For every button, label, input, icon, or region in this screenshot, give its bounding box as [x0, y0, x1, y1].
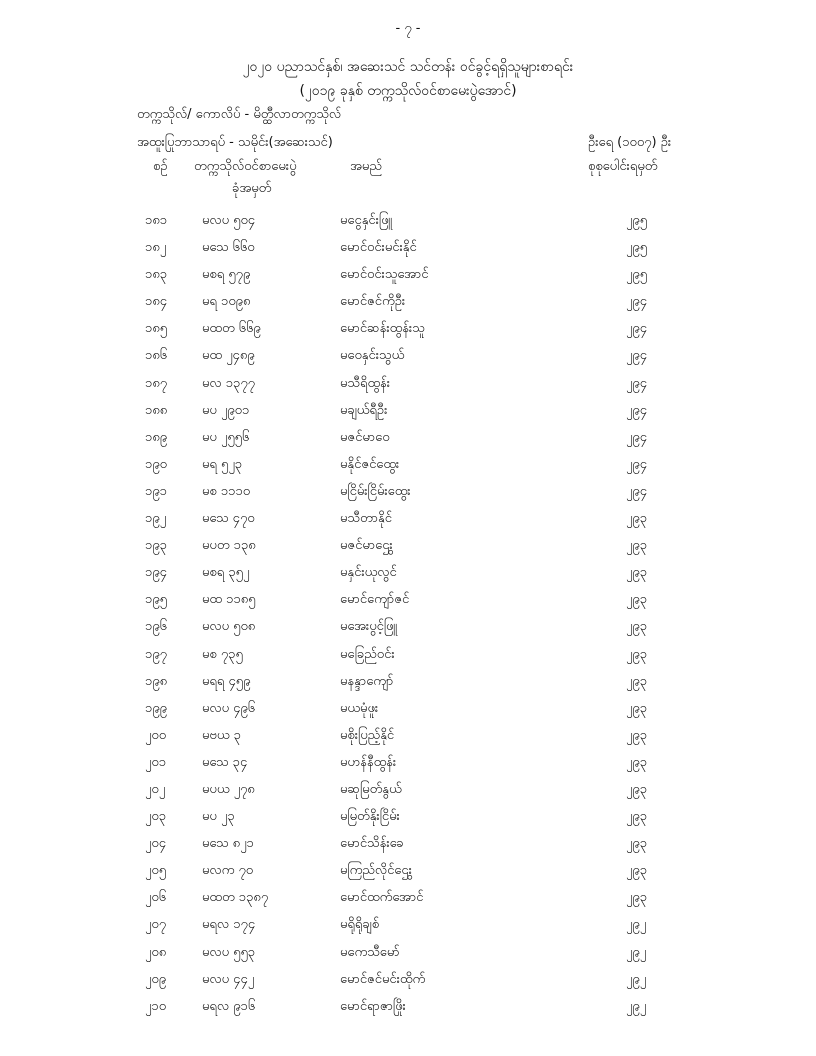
row-serial: ၂၀၄	[145, 836, 167, 852]
row-name: မောင်ထက်အောင်	[340, 890, 424, 906]
table-row	[0, 833, 816, 860]
row-total-marks: ၂၉၃	[626, 890, 648, 906]
header-roll-number-line2: ခုံအမှတ်	[232, 181, 272, 196]
row-roll-number: မပတ ၁၃၈	[202, 538, 256, 554]
row-name: မရိုရိုချစ်	[340, 917, 380, 933]
row-name: မခြေည်ဝင်း	[340, 646, 395, 662]
row-serial: ၁၉၈	[145, 673, 168, 689]
row-total-marks: ၂၉၂	[626, 944, 647, 960]
row-serial: ၁၈၂	[145, 240, 167, 256]
row-roll-number: မထ ၁၁၈၅	[202, 592, 256, 608]
row-name: မဇင်မာဝေ	[340, 429, 390, 445]
row-total-marks: ၂၉၃	[626, 836, 648, 852]
row-total-marks: ၂၉၃	[626, 700, 648, 716]
table-row	[0, 427, 816, 454]
row-name: မနှင်းယုလွင်	[340, 565, 397, 581]
row-name: မချယ်ရီဦး	[340, 402, 388, 418]
row-roll-number: မဗယ ၃	[202, 727, 241, 743]
table-row	[0, 562, 816, 589]
row-total-marks: ၂၉၄	[626, 294, 648, 310]
table-row	[0, 779, 816, 806]
table-row	[0, 698, 816, 725]
row-name: မနန္ဒာကျော်	[340, 673, 394, 689]
row-total-marks: ၂၉၅	[626, 267, 648, 283]
row-serial: ၂၀၃	[145, 809, 167, 825]
row-total-marks: ၂၉၄	[626, 402, 648, 418]
row-roll-number: မပယ ၂၇၈	[202, 781, 255, 797]
row-roll-number: မရလ ၉၁၆	[202, 998, 256, 1014]
row-serial: ၁၈၈	[145, 402, 168, 418]
row-total-marks: ၂၉၃	[626, 592, 648, 608]
row-serial: ၂၀၆	[145, 890, 167, 906]
row-serial: ၁၉၂	[145, 511, 167, 527]
row-total-marks: ၂၉၂	[626, 917, 647, 933]
row-total-marks: ၂၉၂	[626, 998, 647, 1014]
row-name: မဆုမြတ်နွယ်	[340, 781, 402, 797]
table-row	[0, 942, 816, 969]
table-row	[0, 887, 816, 914]
row-total-marks: ၂၉၄	[626, 321, 648, 337]
row-serial: ၁၉၉	[145, 700, 167, 716]
table-row	[0, 318, 816, 345]
course-line: အထူးပြုဘာသာရပ် - သမိုင်း(အဆေးသင်)	[137, 135, 333, 150]
row-serial: ၂၀၉	[145, 971, 167, 987]
page-title: ၂၀၂၀ ပညာသင်နှစ်၊ အဆေးသင် သင်တန်း ဝင်ခွင့်ရရှိသူများစာရင်း	[242, 59, 574, 75]
row-roll-number: မသေ ၈၂၁	[202, 836, 254, 852]
table-row	[0, 616, 816, 643]
row-total-marks: ၂၉၄	[626, 348, 648, 364]
row-name: မငြိမ်းငြိမ်းထွေး	[340, 483, 411, 499]
table-row	[0, 481, 816, 508]
row-roll-number: မပ ၂၅၅၆	[202, 429, 250, 445]
table-row	[0, 237, 816, 264]
row-roll-number: မပ ၂၉၀၁	[202, 402, 250, 418]
row-serial: ၂၀၀	[145, 727, 167, 743]
table-row	[0, 860, 816, 887]
row-serial: ၂၀၂	[145, 781, 166, 797]
table-row	[0, 996, 816, 1023]
row-total-marks: ၂၉၂	[626, 971, 647, 987]
row-name: မောင်သိန်းခေ	[340, 836, 404, 852]
row-name: မမြတ်နိုးငြိမ်း	[340, 809, 400, 825]
row-serial: ၂၁၀	[145, 998, 167, 1014]
row-roll-number: မရ ၅၂၃	[202, 456, 243, 472]
row-total-marks: ၂၉၃	[626, 511, 648, 527]
row-roll-number: မစ ၇၃၅	[202, 646, 243, 662]
row-roll-number: မလပ ၄၉၆	[202, 700, 256, 716]
row-total-marks: ၂၉၃	[626, 781, 648, 797]
row-name: မဝေနှင်းသွယ်	[340, 348, 405, 364]
row-total-marks: ၂၉၃	[626, 809, 648, 825]
table-row	[0, 644, 816, 671]
header-serial: စဉ်	[153, 159, 168, 174]
row-total-marks: ၂၉၃	[626, 863, 648, 879]
row-roll-number: မလပ ၅၀၄	[202, 213, 256, 228]
row-total-marks: ၂၉၃	[626, 754, 648, 770]
university-line: တက္ကသိုလ်/ ကောလိပ် - မိတ္ထီလာတက္ကသိုလ်	[137, 107, 342, 122]
row-serial: ၁၈၃	[145, 267, 168, 283]
row-total-marks: ၂၉၃	[626, 538, 648, 554]
row-name: မယမုံဖူး	[340, 700, 379, 716]
row-roll-number: မသေ ၆၆၀	[202, 240, 255, 256]
row-serial: ၂၀၇	[145, 917, 167, 933]
row-name: မဟန်နီထွန်း	[340, 754, 397, 770]
row-serial: ၁၉၃	[145, 538, 167, 554]
student-count: ဦးရေ (၁၀၀၇) ဦး	[588, 135, 672, 150]
row-roll-number: မရ ၁၀၉၈	[202, 294, 251, 310]
table-row	[0, 345, 816, 372]
table-row	[0, 454, 816, 481]
row-name: မနိုင်ဇင်ထွေး	[340, 456, 400, 472]
row-total-marks: ၂၉၄	[626, 483, 648, 499]
row-total-marks: ၂၉၃	[626, 646, 648, 662]
row-total-marks: ၂၉၄	[626, 456, 648, 472]
row-total-marks: ၂၉၅	[626, 240, 648, 256]
table-row	[0, 969, 816, 996]
table-row	[0, 264, 816, 291]
row-name: မောင်ဆန်းထွန်းသူ	[340, 321, 425, 337]
row-roll-number: မထ ၂၄၈၉	[202, 348, 255, 364]
row-roll-number: မလပ ၅၀၈	[202, 619, 256, 635]
page-number: - ၇ -	[395, 21, 421, 36]
table-row	[0, 508, 816, 535]
row-serial: ၁၉၁	[145, 483, 167, 499]
row-name: မဇင်မာဌွေး	[340, 538, 393, 554]
row-serial: ၁၉၅	[145, 592, 167, 608]
page-subtitle: (၂၀၁၉ ခုနှစ် တက္ကသိုလ်ဝင်စာမေးပွဲအောင်)	[299, 83, 517, 99]
row-serial: ၁၉၆	[145, 619, 167, 635]
header-roll-number: တက္ကသိုလ်ဝင်စာမေးပွဲ	[194, 159, 297, 174]
row-roll-number: မစ ၁၁၁၀	[202, 483, 251, 499]
table-row	[0, 535, 816, 562]
row-name: မောင်ရာဇာဖြိုး	[340, 998, 406, 1014]
table-row	[0, 671, 816, 698]
table-row	[0, 373, 816, 400]
row-name: မောင်ဝင်းသူအောင်	[340, 267, 429, 283]
row-total-marks: ၂၉၃	[626, 673, 648, 689]
row-name: မကေသီမော်	[340, 944, 400, 960]
header-total-marks: စုစုပေါင်းရမှတ်	[588, 159, 658, 174]
row-serial: ၁၈၅	[145, 321, 168, 337]
table-row	[0, 400, 816, 427]
row-serial: ၁၉၄	[145, 565, 167, 581]
row-roll-number: မလပ ၅၅၃	[202, 944, 256, 960]
row-roll-number: မရလ ၁၇၄	[202, 917, 256, 933]
row-roll-number: မစရ ၅၇၉	[202, 267, 251, 283]
row-name: မသီတာနိုင်	[340, 511, 392, 527]
table-row	[0, 291, 816, 318]
row-roll-number: မပ ၂၃	[202, 809, 235, 825]
table-row	[0, 210, 816, 237]
row-serial: ၁၉၇	[145, 646, 167, 662]
row-total-marks: ၂၉၃	[626, 619, 648, 635]
row-name: မကြည်လိုင်ဌွေး	[340, 863, 412, 879]
row-roll-number: မလ ၁၃၇၇	[202, 375, 255, 391]
row-total-marks: ၂၉၄	[626, 375, 648, 391]
row-total-marks: ၂၉၃	[626, 727, 648, 743]
table-row	[0, 806, 816, 833]
row-name: မောင်ကျော်ဇင်	[340, 592, 410, 608]
row-roll-number: မလပ ၄၄၂	[202, 971, 255, 987]
row-serial: ၁၈၁	[145, 213, 168, 228]
row-serial: ၁၈၉	[145, 429, 168, 445]
row-roll-number: မရရ ၄၅၉	[202, 673, 251, 689]
table-row	[0, 752, 816, 779]
row-roll-number: မသေ ၄၇၀	[202, 511, 255, 527]
row-name: မစိုးပြည့်နိုင်	[340, 727, 395, 743]
row-name: မောင်ဇင်မင်းထိုက်	[340, 971, 426, 987]
table-row	[0, 725, 816, 752]
row-name: မငွေနှင်းဖြူ	[340, 213, 393, 228]
table-row	[0, 914, 816, 941]
row-roll-number: မစရ ၃၅၂	[202, 565, 250, 581]
row-total-marks: ၂၉၄	[626, 429, 648, 445]
row-roll-number: မထတ ၁၃၈၇	[202, 890, 269, 906]
table-row	[0, 589, 816, 616]
row-name: မောင်ဝင်းမင်းနိုင်	[340, 240, 417, 256]
row-serial: ၁၈၇	[145, 375, 168, 391]
row-serial: ၂၀၅	[145, 863, 167, 879]
row-name: မအေးပွင့်ဖြူ	[340, 619, 398, 635]
row-total-marks: ၂၉၅	[626, 213, 648, 228]
row-serial: ၁၉၀	[145, 456, 167, 472]
row-total-marks: ၂၉၃	[626, 565, 648, 581]
row-roll-number: မလက ၇၀	[202, 863, 254, 879]
row-serial: ၂၀၁	[145, 754, 167, 770]
row-name: မသီရိထွန်း	[340, 375, 391, 391]
row-roll-number: မထတ ၆၆၉	[202, 321, 261, 337]
row-serial: ၁၈၆	[145, 348, 168, 364]
row-serial: ၂၀၈	[145, 944, 167, 960]
row-name: မောင်ဇင်ကိုဦး	[340, 294, 406, 310]
header-name: အမည်	[350, 159, 382, 174]
student-list	[0, 210, 816, 1023]
row-roll-number: မသေ ၃၄	[202, 754, 248, 770]
row-serial: ၁၈၄	[145, 294, 168, 310]
